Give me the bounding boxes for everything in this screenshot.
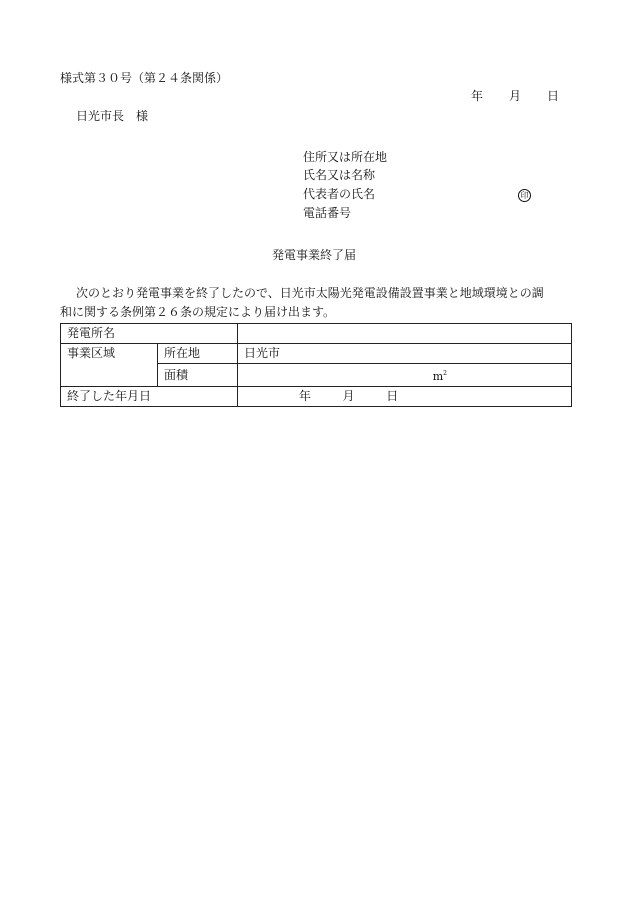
seal-mark: 印 [518, 189, 531, 202]
phone-label: 電話番号 [303, 206, 352, 220]
end-day-label: 日 [386, 389, 399, 403]
form-number: 様式第３０号（第２４条関係） [60, 71, 229, 85]
date-year-label: 年 [471, 89, 484, 103]
name-label: 氏名又は名称 [303, 168, 376, 182]
table-row [61, 324, 572, 344]
details-table [60, 323, 572, 407]
plant-name-label: 発電所名 [61, 324, 238, 344]
document-title: 発電事業終了届 [272, 248, 357, 262]
addressee: 日光市長 様 [76, 109, 149, 123]
area-label: 事業区域 [61, 344, 158, 387]
body-line-2: 和に関する条例第２６条の規定により届け出ます。 [60, 305, 336, 319]
location-field[interactable]: 日光市 [238, 344, 572, 364]
end-month-label: 月 [342, 389, 355, 403]
table-row [61, 387, 572, 407]
location-label: 所在地 [158, 344, 238, 364]
size-field[interactable] [238, 364, 572, 387]
square-meter-unit: $m^2$ [432, 370, 447, 383]
end-date-label: 終了した年月日 [61, 387, 238, 407]
address-label: 住所又は所在地 [303, 150, 388, 164]
plant-name-field[interactable] [238, 324, 572, 344]
body-line-1: 次のとおり発電事業を終了したので、日光市太陽光発電設備設置事業と地域環境との調 [76, 286, 544, 300]
end-year-label: 年 [298, 389, 311, 403]
table-row [61, 344, 572, 364]
representative-label: 代表者の氏名 [303, 187, 376, 201]
end-date-field[interactable] [238, 387, 572, 407]
size-label: 面積 [158, 364, 238, 387]
date-day-label: 日 [547, 89, 560, 103]
date-month-label: 月 [509, 89, 522, 103]
